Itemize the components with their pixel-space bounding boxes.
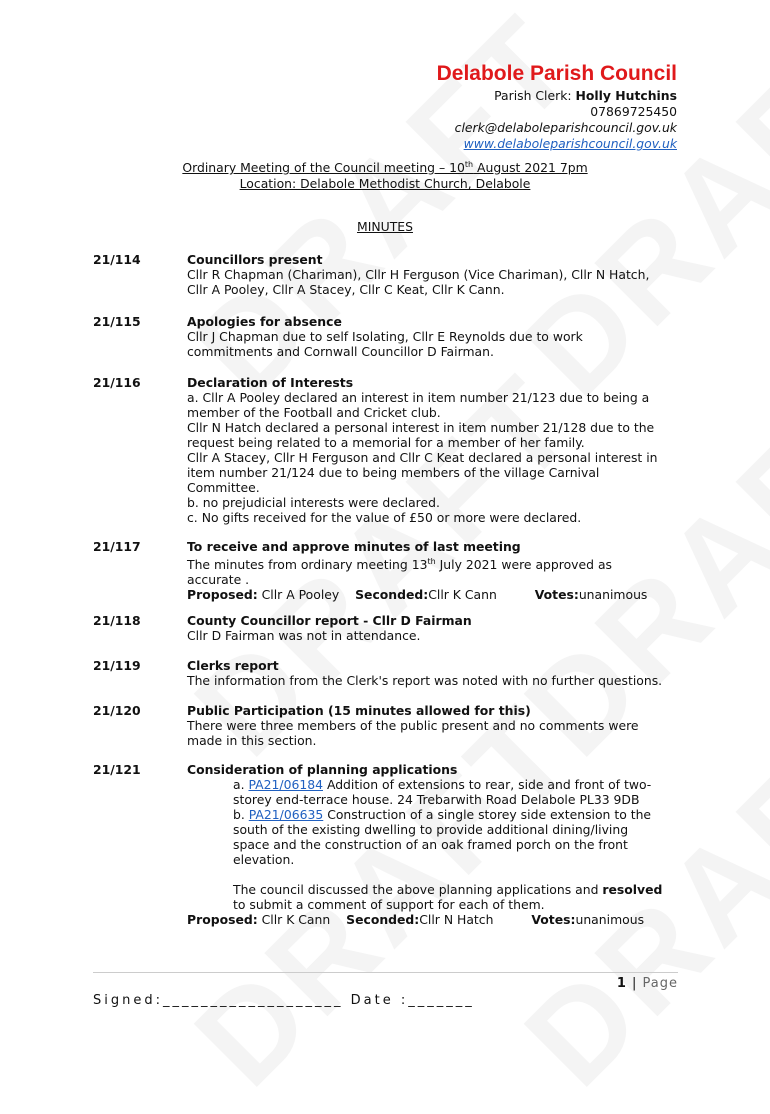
item-text: There were three members of the public present and no comments were made in this section. [187, 718, 639, 748]
item-title: Councillors present [187, 252, 323, 267]
website-link[interactable]: www.delaboleparishcouncil.gov.uk [463, 136, 677, 151]
votes-value: unanimous [575, 912, 645, 927]
resolution-text-end: to submit a comment of support for each of them. [233, 897, 545, 912]
item-title: Clerks report [187, 658, 279, 673]
meeting-date-line [0, 157, 770, 176]
date-suffix: th [427, 557, 436, 566]
minutes-text-end: July 2021 were approved as accurate . [187, 557, 612, 588]
interest-b: b. no prejudicial interests were declared. [187, 495, 440, 510]
item-number: 21/118 [93, 613, 141, 628]
planning-resolution [187, 882, 667, 912]
item-number: 21/117 [93, 539, 141, 554]
application-label: b. [233, 807, 249, 822]
item-text: Cllr R Chapman (Chariman), Cllr H Ferguson (Vice Chariman), Cllr N Hatch, Cllr A Pooley, Cllr A Stacey, Cllr C Keat, Cllr K Cann. [187, 267, 650, 297]
proposed-value: Cllr A Pooley [257, 587, 340, 603]
item-number: 21/114 [93, 252, 141, 267]
page-number-value: 1 [616, 976, 627, 991]
meeting-details [0, 157, 770, 192]
letterhead [437, 60, 677, 152]
item-title: Consideration of planning applications [187, 762, 458, 777]
planning-application-a [187, 777, 667, 807]
item-text: Cllr J Chapman due to self Isolating, Cllr E Reynolds due to work commitments and Cornwall Councillor D Fairman. [187, 329, 583, 359]
votes-value: unanimous [578, 587, 648, 603]
meeting-location: Location: Delabole Methodist Church, Delabole [239, 176, 531, 192]
item-number: 21/119 [93, 658, 141, 673]
application-description: Addition of extensions to rear, side and front of two-storey end-terrace house. 24 Trebarwith Road Delabole PL33 9DB [233, 777, 652, 807]
page-word: Page [642, 976, 678, 991]
vote-row [187, 587, 667, 602]
item-text [187, 554, 667, 587]
item-number: 21/116 [93, 375, 141, 390]
item-text: The information from the Clerk's report was noted with no further questions. [187, 673, 663, 688]
item-number: 21/120 [93, 703, 141, 718]
votes-label: Votes: [531, 912, 576, 927]
item-title: Declaration of Interests [187, 375, 354, 390]
page-separator: | [626, 976, 643, 991]
item-title: County Councillor report - Cllr D Fairman [187, 613, 472, 628]
clerk-line [437, 88, 677, 104]
interest-c: c. No gifts received for the value of £50 or more were declared. [187, 510, 582, 525]
proposed-label: Proposed: [187, 912, 258, 927]
date-suffix: th [464, 160, 474, 169]
minutes-heading: MINUTES [357, 219, 413, 234]
resolved-word: resolved [602, 882, 663, 897]
footer-divider [93, 972, 678, 973]
votes-label: Votes: [534, 587, 579, 603]
item-title: To receive and approve minutes of last meeting [187, 539, 521, 554]
clerk-phone: 07869725450 [590, 104, 677, 119]
interest-stacey: Cllr A Stacey, Cllr H Ferguson and Cllr C Keat declared a personal interest in item number 21/124 due to being members of the village Carnival Committee. [187, 450, 658, 495]
interest-hatch: Cllr N Hatch declared a personal interest in item number 21/128 due to the request being related to a memorial for a member of her family. [187, 420, 655, 450]
item-title: Apologies for absence [187, 314, 342, 329]
proposed-label: Proposed: [187, 587, 258, 603]
interest-a: a. Cllr A Pooley declared an interest in item number 21/123 due to being a member of the Football and Cricket club. [187, 390, 650, 420]
seconded-label: Seconded: [355, 587, 429, 603]
vote-row [187, 912, 667, 927]
application-label: a. [233, 777, 249, 792]
proposed-value: Cllr K Cann [257, 912, 331, 927]
seconded-label: Seconded: [346, 912, 420, 927]
minutes-text: The minutes from ordinary meeting 13 [187, 557, 428, 573]
application-link[interactable]: PA21/06635 [248, 807, 324, 822]
signature-line: Signed:___________________ Date :_______ [93, 993, 475, 1008]
clerk-label: Parish Clerk: [494, 88, 576, 103]
application-description: Construction of a single storey side extension to the south of the existing dwelling to provide additional dining/living space and the construction of an oak framed porch on the front elevation. [233, 807, 652, 867]
item-number: 21/121 [93, 762, 141, 777]
council-name: Delabole Parish Council [436, 62, 677, 85]
application-link[interactable]: PA21/06184 [248, 777, 323, 792]
meeting-title: Ordinary Meeting of the Council meeting – 10 [182, 160, 465, 176]
resolution-text: The council discussed the above planning applications and [233, 882, 603, 897]
item-number: 21/115 [93, 314, 141, 329]
meeting-date: August 2021 7pm [473, 160, 588, 176]
clerk-name: Holly Hutchins [575, 88, 677, 103]
item-title: Public Participation (15 minutes allowed for this) [187, 703, 531, 718]
planning-application-b [187, 807, 667, 867]
seconded-value: Cllr K Cann [428, 587, 497, 603]
item-text: Cllr D Fairman was not in attendance. [187, 628, 421, 643]
seconded-value: Cllr N Hatch [419, 912, 494, 927]
clerk-email: clerk@delaboleparishcouncil.gov.uk [454, 120, 677, 135]
page-number [617, 976, 678, 991]
